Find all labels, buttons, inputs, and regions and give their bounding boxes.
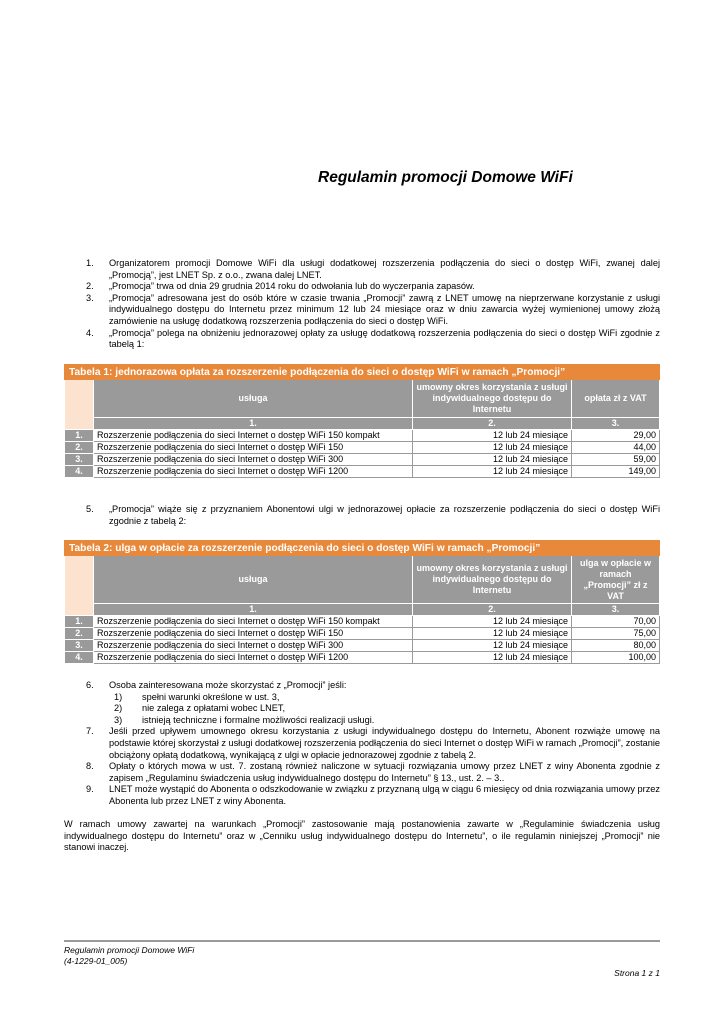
table-row: 4. Rozszerzenie podłączenia do sieci Internet o dostęp WiFi 1200 12 lub 24 miesiące 149,00 xyxy=(65,466,660,478)
terms-list-a xyxy=(64,258,660,351)
sub-item: 3) istnieją techniczne i formalne możliwości realizacji usługi. xyxy=(114,714,375,725)
table-row: 3. Rozszerzenie podłączenia do sieci Internet o dostęp WiFi 300 12 lub 24 miesiące 80,00 xyxy=(65,640,660,652)
column-header-service: usługa xyxy=(94,556,413,604)
column-header-period: umowny okres korzystania z usługi indywidualnego dostępu do Internetu xyxy=(413,556,572,604)
table-caption: Tabela 1: jednorazowa opłata za rozszerzenie podłączenia do sieci o dostęp WiFi w ramach „Promocji” xyxy=(65,365,660,380)
footer-doc-code: (4-1229-01_005) xyxy=(64,956,128,966)
footer-doc-title: Regulamin promocji Domowe WiFi xyxy=(64,945,195,955)
page-title: Regulamin promocji Domowe WiFi xyxy=(318,169,573,186)
list-item: 8. Opłaty o których mowa w ust. 7. zostaną również naliczone w sytuacji rozwiązania umowy przez LNET z winy Abonenta zgodnie z zapisem „Regulaminu świadczenia usług indywidualnego dostępu do Internetu” § 13., ust. 2. – 3.. xyxy=(86,761,660,783)
column-header-price: opłata zł z VAT xyxy=(572,380,660,418)
closing-paragraph: W ramach umowy zawartej na warunkach „Promocji” zastosowanie mają postanowienia zawarte w „Regulaminie świadczenia usług indywidualnego dostępu do Internetu” oraz w „Cenniku usług indywidualnego dostępu do Internetu”, o ile regulamin niniejszej „Promocji” nie stanowi inaczej. xyxy=(64,819,660,853)
list-item: 7. Jeśli przed upływem umownego okresu korzystania z usługi indywidualnego dostępu do Internetu, Abonent rozwiąże umowę na podstawie której skorzystał z usługi dodatkowej rozszerzenia podłączenia do sieci Internet o dostęp WiFi w ramach „Promocji”, zostanie obciążony opłatą dodatkową, wynikającą z ulgi w opłacie jednorazowej zgodnie z tabelą 2. xyxy=(86,726,660,760)
footer-page-number: Strona 1 z 1 xyxy=(614,968,660,978)
table-caption: Tabela 2: ulga w opłacie za rozszerzenie podłączenia do sieci o dostęp WiFi w ramach „Promocji” xyxy=(65,541,660,556)
list-item: 1. Organizatorem promocji Domowe WiFi dla usługi dodatkowej rozszerzenia podłączenia do sieci o dostęp WiFi, zwanej dalej „Promocją”, jest LNET Sp. z o.o., zwana dalej LNET. xyxy=(86,258,660,280)
sub-item: 2) nie zalega z opłatami wobec LNET, xyxy=(114,703,285,714)
table-row: 1. Rozszerzenie podłączenia do sieci Internet o dostęp WiFi 150 kompakt 12 lub 24 miesiące 29,00 xyxy=(65,430,660,442)
footer-divider xyxy=(64,940,660,942)
table-row: 3. Rozszerzenie podłączenia do sieci Internet o dostęp WiFi 300 12 lub 24 miesiące 59,00 xyxy=(65,454,660,466)
column-header-period: umowny okres korzystania z usługi indywidualnego dostępu do Internetu xyxy=(413,380,572,418)
table-2: Tabela 2: ulga w opłacie za rozszerzenie podłączenia do sieci o dostęp WiFi w ramach „Promocji” usługa umowny okres korzystania z usługi indywidualnego dostępu do Internetu ulga w opłacie w ramach „Promocji” zł z VAT 1. 2. 3. 1. Rozszerzenie podłączenia do sieci Internet o dostęp WiFi 150 kompakt 12 lub 24 miesiące 70,00 2. Rozszerzenie podłączenia do sieci Internet o dostęp WiFi 150 12 lub 24 miesiące 75,00 3. Rozszerzenie podłączenia do sieci Internet o dostęp WiFi 300 12 lub 24 miesiące 80,00 4. Rozszerzenie podłączenia do sieci Internet o dostęp WiFi 1200 12 lub 24 miesiące 100,00 xyxy=(64,540,660,664)
terms-item-5 xyxy=(64,504,660,527)
list-item: 9. LNET może wystąpić do Abonenta o odszkodowanie w związku z przyznaną ulgą w ciągu 6 miesięcy od dnia rozwiązania umowy przez Abonenta lub przez LNET z winy Abonenta. xyxy=(86,784,660,806)
table-1: Tabela 1: jednorazowa opłata za rozszerzenie podłączenia do sieci o dostęp WiFi w ramach „Promocji” usługa umowny okres korzystania z usługi indywidualnego dostępu do Internetu opłata zł z VAT 1. 2. 3. 1. Rozszerzenie podłączenia do sieci Internet o dostęp WiFi 150 kompakt 12 lub 24 miesiące 29,00 2. Rozszerzenie podłączenia do sieci Internet o dostęp WiFi 150 12 lub 24 miesiące 44,00 3. Rozszerzenie podłączenia do sieci Internet o dostęp WiFi 300 12 lub 24 miesiące 59,00 4. Rozszerzenie podłączenia do sieci Internet o dostęp WiFi 1200 12 lub 24 miesiące 149,00 xyxy=(64,364,660,478)
table-row: 1. Rozszerzenie podłączenia do sieci Internet o dostęp WiFi 150 kompakt 12 lub 24 miesiące 70,00 xyxy=(65,616,660,628)
list-item: 2. „Promocja” trwa od dnia 29 grudnia 2014 roku do odwołania lub do wyczerpania zapasów. xyxy=(86,281,475,292)
list-item: 6. Osoba zainteresowana może skorzystać z „Promocji” jeśli: 1) spełni warunki określone w ust. 3, 2) nie zalega z opłatami wobec LNET, 3) istnieją techniczne i formalne możliwości realizacji usługi. xyxy=(64,680,660,726)
sub-item: 1) spełni warunki określone w ust. 3, xyxy=(114,691,280,702)
terms-list-b xyxy=(64,680,660,808)
list-item: 3. „Promocja” adresowana jest do osób które w czasie trwania „Promocji” zawrą z LNET umowę na nieprzerwane korzystanie z usługi indywidualnego dostępu do Internetu przez minimum 12 lub 24 miesiące oraz w dniu zawarcia wyżej wymienionej umowy złożą zamówienie na usługę dodatkową rozszerzenia podłączenia do sieci o dostęp WiFi. xyxy=(86,292,660,326)
table-row: 2. Rozszerzenie podłączenia do sieci Internet o dostęp WiFi 150 12 lub 24 miesiące 75,00 xyxy=(65,628,660,640)
list-item: 4. „Promocja” polega na obniżeniu jednorazowej opłaty za usługę dodatkową rozszerzenia podłączenia do sieci o dostęp WiFi zgodnie z tabelą 1: xyxy=(86,327,660,350)
table-row: 2. Rozszerzenie podłączenia do sieci Internet o dostęp WiFi 150 12 lub 24 miesiące 44,00 xyxy=(65,442,660,454)
table-row: 4. Rozszerzenie podłączenia do sieci Internet o dostęp WiFi 1200 12 lub 24 miesiące 100,00 xyxy=(65,652,660,664)
column-header-service: usługa xyxy=(94,380,413,418)
column-header-discount: ulga w opłacie w ramach „Promocji” zł z VAT xyxy=(572,556,660,604)
list-item: 5. „Promocja” wiąże się z przyznaniem Abonentowi ulgi w jednorazowej opłacie za rozszerzenie podłączenia do sieci o dostęp WiFi zgodnie z tabelą 2: xyxy=(86,504,660,526)
